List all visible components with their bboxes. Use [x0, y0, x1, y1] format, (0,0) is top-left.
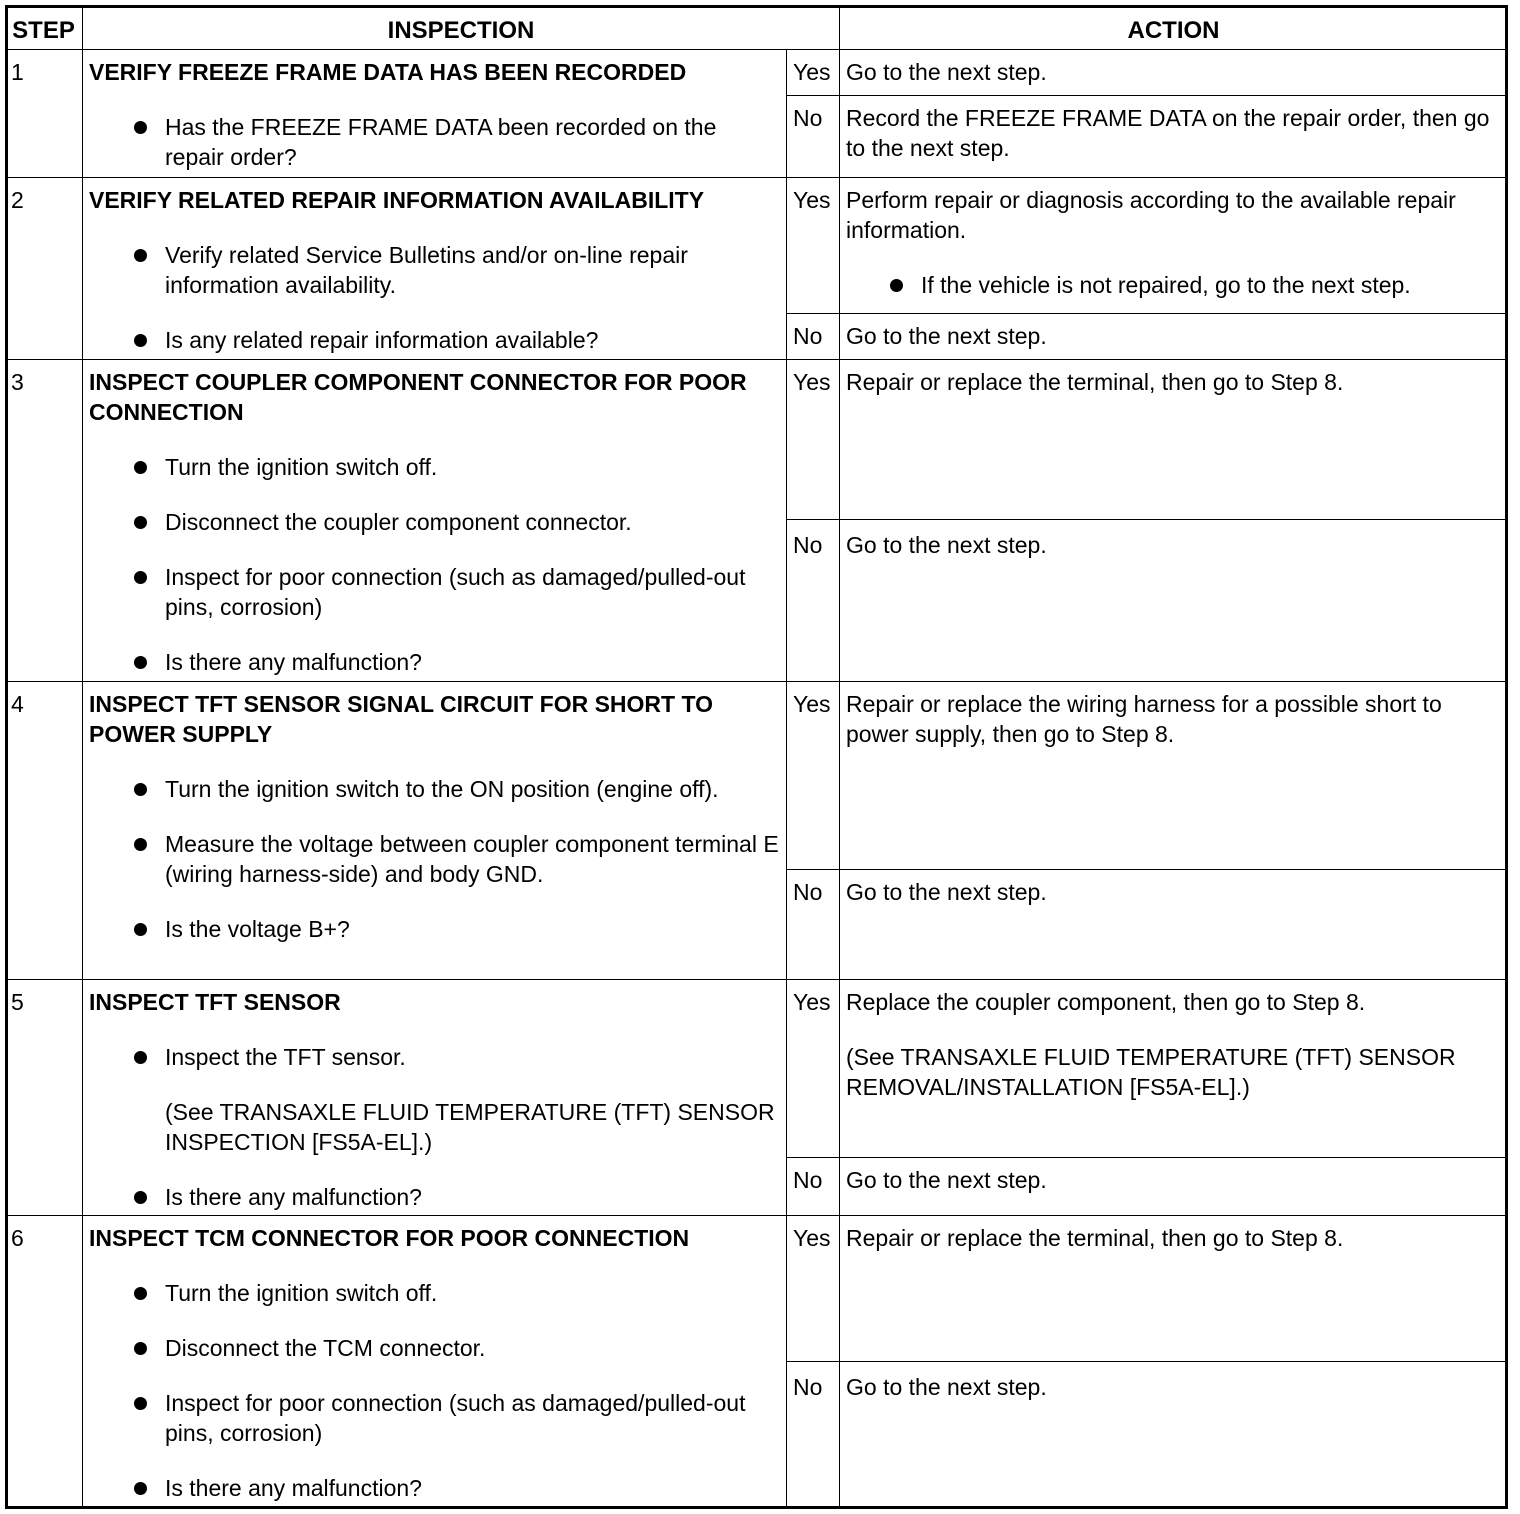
bullet-text: If the vehicle is not repaired, go to the next step. — [921, 272, 1411, 298]
step-1-no-label — [787, 96, 840, 178]
bullet-icon — [134, 516, 147, 529]
yes-label: Yes — [793, 989, 831, 1015]
action-text: Repair or replace the terminal, then go to Step 8. — [846, 1225, 1344, 1251]
action-text: Perform repair or diagnosis according to the available repair information. — [846, 187, 1456, 243]
bullet-icon — [134, 571, 147, 584]
reference-note: (See TRANSAXLE FLUID TEMPERATURE (TFT) SENSOR INSPECTION [FS5A-EL].) — [165, 1099, 775, 1155]
header-action-label: ACTION — [1127, 17, 1220, 44]
action-text: Go to the next step. — [846, 879, 1047, 905]
step-title: VERIFY FREEZE FRAME DATA HAS BEEN RECORDED — [89, 59, 687, 85]
step-5-inspection — [83, 980, 787, 1216]
bullet-icon — [134, 121, 147, 134]
bullet-text: Turn the ignition switch off. — [165, 454, 438, 480]
bullet-icon — [134, 1342, 147, 1355]
list-item — [89, 1278, 780, 1308]
step-2-inspection — [83, 178, 787, 360]
step-6-no-action — [840, 1362, 1508, 1509]
bullet-text: Turn the ignition switch off. — [165, 1280, 438, 1306]
bullet-list — [89, 240, 780, 355]
step-number: 6 — [11, 1225, 24, 1251]
step-4-no-action — [840, 870, 1508, 980]
action-text: Go to the next step. — [846, 1374, 1047, 1400]
bullet-list — [89, 774, 780, 944]
bullet-list — [846, 270, 1499, 300]
list-item — [846, 270, 1499, 300]
step-3-yes-label — [787, 360, 840, 520]
step-5-no-action — [840, 1158, 1508, 1216]
bullet-text: Inspect the TFT sensor. — [165, 1044, 406, 1070]
step-title: VERIFY RELATED REPAIR INFORMATION AVAILABILITY — [89, 187, 705, 213]
step-6-number — [5, 1216, 83, 1509]
bullet-list — [89, 1182, 780, 1212]
bullet-text: Is the voltage B+? — [165, 916, 350, 942]
bullet-text: Is there any malfunction? — [165, 1184, 422, 1210]
step-4-number — [5, 682, 83, 980]
bullet-text: Turn the ignition switch to the ON position (engine off). — [165, 776, 719, 802]
step-number: 3 — [11, 369, 24, 395]
step-4-inspection — [83, 682, 787, 980]
step-number: 2 — [11, 187, 24, 213]
action-text: Repair or replace the wiring harness for a possible short to power supply, then go to Step 8. — [846, 691, 1442, 747]
action-text: Go to the next step. — [846, 323, 1047, 349]
step-number: 5 — [11, 989, 24, 1015]
action-text: Go to the next step. — [846, 59, 1047, 85]
list-item — [89, 1042, 780, 1072]
step-2-no-action — [840, 314, 1508, 360]
bullet-text: Disconnect the coupler component connector. — [165, 509, 632, 535]
bullet-list — [89, 452, 780, 677]
list-item — [89, 240, 780, 300]
bullet-text: Inspect for poor connection (such as damaged/pulled-out pins, corrosion) — [165, 564, 746, 620]
bullet-icon — [134, 334, 147, 347]
bullet-text: Measure the voltage between coupler component terminal E (wiring harness-side) and body GND. — [165, 831, 779, 887]
step-5-yes-action — [840, 980, 1508, 1158]
bullet-icon — [134, 1051, 147, 1064]
step-2-yes-action — [840, 178, 1508, 314]
step-3-no-action — [840, 520, 1508, 682]
bullet-list — [89, 1042, 780, 1072]
step-2-no-label — [787, 314, 840, 360]
step-2-yes-label — [787, 178, 840, 314]
action-text: Record the FREEZE FRAME DATA on the repair order, then go to the next step. — [846, 105, 1490, 161]
list-item — [89, 507, 780, 537]
step-4-yes-action — [840, 682, 1508, 870]
step-title: INSPECT TFT SENSOR SIGNAL CIRCUIT FOR SHORT TO POWER SUPPLY — [89, 691, 714, 747]
list-item — [89, 1388, 780, 1448]
header-step-label: STEP — [12, 17, 75, 44]
action-text: Go to the next step. — [846, 532, 1047, 558]
step-title: INSPECT TCM CONNECTOR FOR POOR CONNECTION — [89, 1225, 690, 1251]
bullet-icon — [134, 923, 147, 936]
bullet-icon — [134, 1482, 147, 1495]
no-label: No — [793, 1167, 823, 1193]
bullet-icon — [134, 1397, 147, 1410]
step-4-no-label — [787, 870, 840, 980]
step-1-yes-action — [840, 50, 1508, 96]
step-title: INSPECT TFT SENSOR — [89, 989, 341, 1015]
no-label: No — [793, 532, 823, 558]
list-item — [89, 1182, 780, 1212]
step-5-yes-label — [787, 980, 840, 1158]
list-item — [89, 914, 780, 944]
list-item — [89, 829, 780, 889]
step-3-number — [5, 360, 83, 682]
bullet-text: Is there any malfunction? — [165, 1475, 422, 1501]
header-step — [5, 5, 83, 50]
yes-label: Yes — [793, 59, 831, 85]
step-3-yes-action — [840, 360, 1508, 520]
bullet-text: Verify related Service Bulletins and/or on-line repair information availability. — [165, 242, 688, 298]
bullet-icon — [134, 656, 147, 669]
step-5-no-label — [787, 1158, 840, 1216]
bullet-list — [89, 1278, 780, 1503]
bullet-text: Disconnect the TCM connector. — [165, 1335, 486, 1361]
bullet-icon — [134, 783, 147, 796]
no-label: No — [793, 1374, 823, 1400]
step-3-no-label — [787, 520, 840, 682]
step-6-yes-action — [840, 1216, 1508, 1362]
step-title: INSPECT COUPLER COMPONENT CONNECTOR FOR POOR CONNECTION — [89, 369, 747, 425]
list-item — [89, 1473, 780, 1503]
list-item — [89, 112, 780, 172]
step-6-yes-label — [787, 1216, 840, 1362]
bullet-text: Is any related repair information available? — [165, 327, 599, 353]
bullet-icon — [890, 279, 903, 292]
step-number: 1 — [11, 59, 24, 85]
step-1-yes-label — [787, 50, 840, 96]
list-item — [89, 647, 780, 677]
bullet-icon — [134, 838, 147, 851]
yes-label: Yes — [793, 369, 831, 395]
step-1-no-action — [840, 96, 1508, 178]
no-label: No — [793, 323, 823, 349]
step-4-yes-label — [787, 682, 840, 870]
header-action — [840, 5, 1508, 50]
action-text: Go to the next step. — [846, 1167, 1047, 1193]
list-item — [89, 1333, 780, 1363]
yes-label: Yes — [793, 187, 831, 213]
bullet-text: Is there any malfunction? — [165, 649, 422, 675]
no-label: No — [793, 105, 823, 131]
list-item — [89, 562, 780, 622]
bullet-text: Has the FREEZE FRAME DATA been recorded on the repair order? — [165, 114, 717, 170]
step-6-no-label — [787, 1362, 840, 1509]
step-3-inspection — [83, 360, 787, 682]
step-5-number — [5, 980, 83, 1216]
bullet-icon — [134, 1191, 147, 1204]
list-item — [89, 325, 780, 355]
bullet-icon — [134, 1287, 147, 1300]
step-2-number — [5, 178, 83, 360]
step-1-number — [5, 50, 83, 178]
step-1-inspection — [83, 50, 787, 178]
action-text: Repair or replace the terminal, then go to Step 8. — [846, 369, 1344, 395]
no-label: No — [793, 879, 823, 905]
list-item — [89, 452, 780, 482]
action-text: Replace the coupler component, then go to Step 8. — [846, 989, 1366, 1015]
header-inspection-label: INSPECTION — [387, 17, 535, 44]
bullet-list — [89, 112, 780, 172]
bullet-icon — [134, 249, 147, 262]
yes-label: Yes — [793, 1225, 831, 1251]
yes-label: Yes — [793, 691, 831, 717]
list-item — [89, 774, 780, 804]
step-6-inspection — [83, 1216, 787, 1509]
header-inspection — [83, 5, 840, 50]
bullet-icon — [134, 461, 147, 474]
step-number: 4 — [11, 691, 24, 717]
bullet-text: Inspect for poor connection (such as damaged/pulled-out pins, corrosion) — [165, 1390, 746, 1446]
reference-note: (See TRANSAXLE FLUID TEMPERATURE (TFT) SENSOR REMOVAL/INSTALLATION [FS5A-EL].) — [846, 1044, 1456, 1100]
